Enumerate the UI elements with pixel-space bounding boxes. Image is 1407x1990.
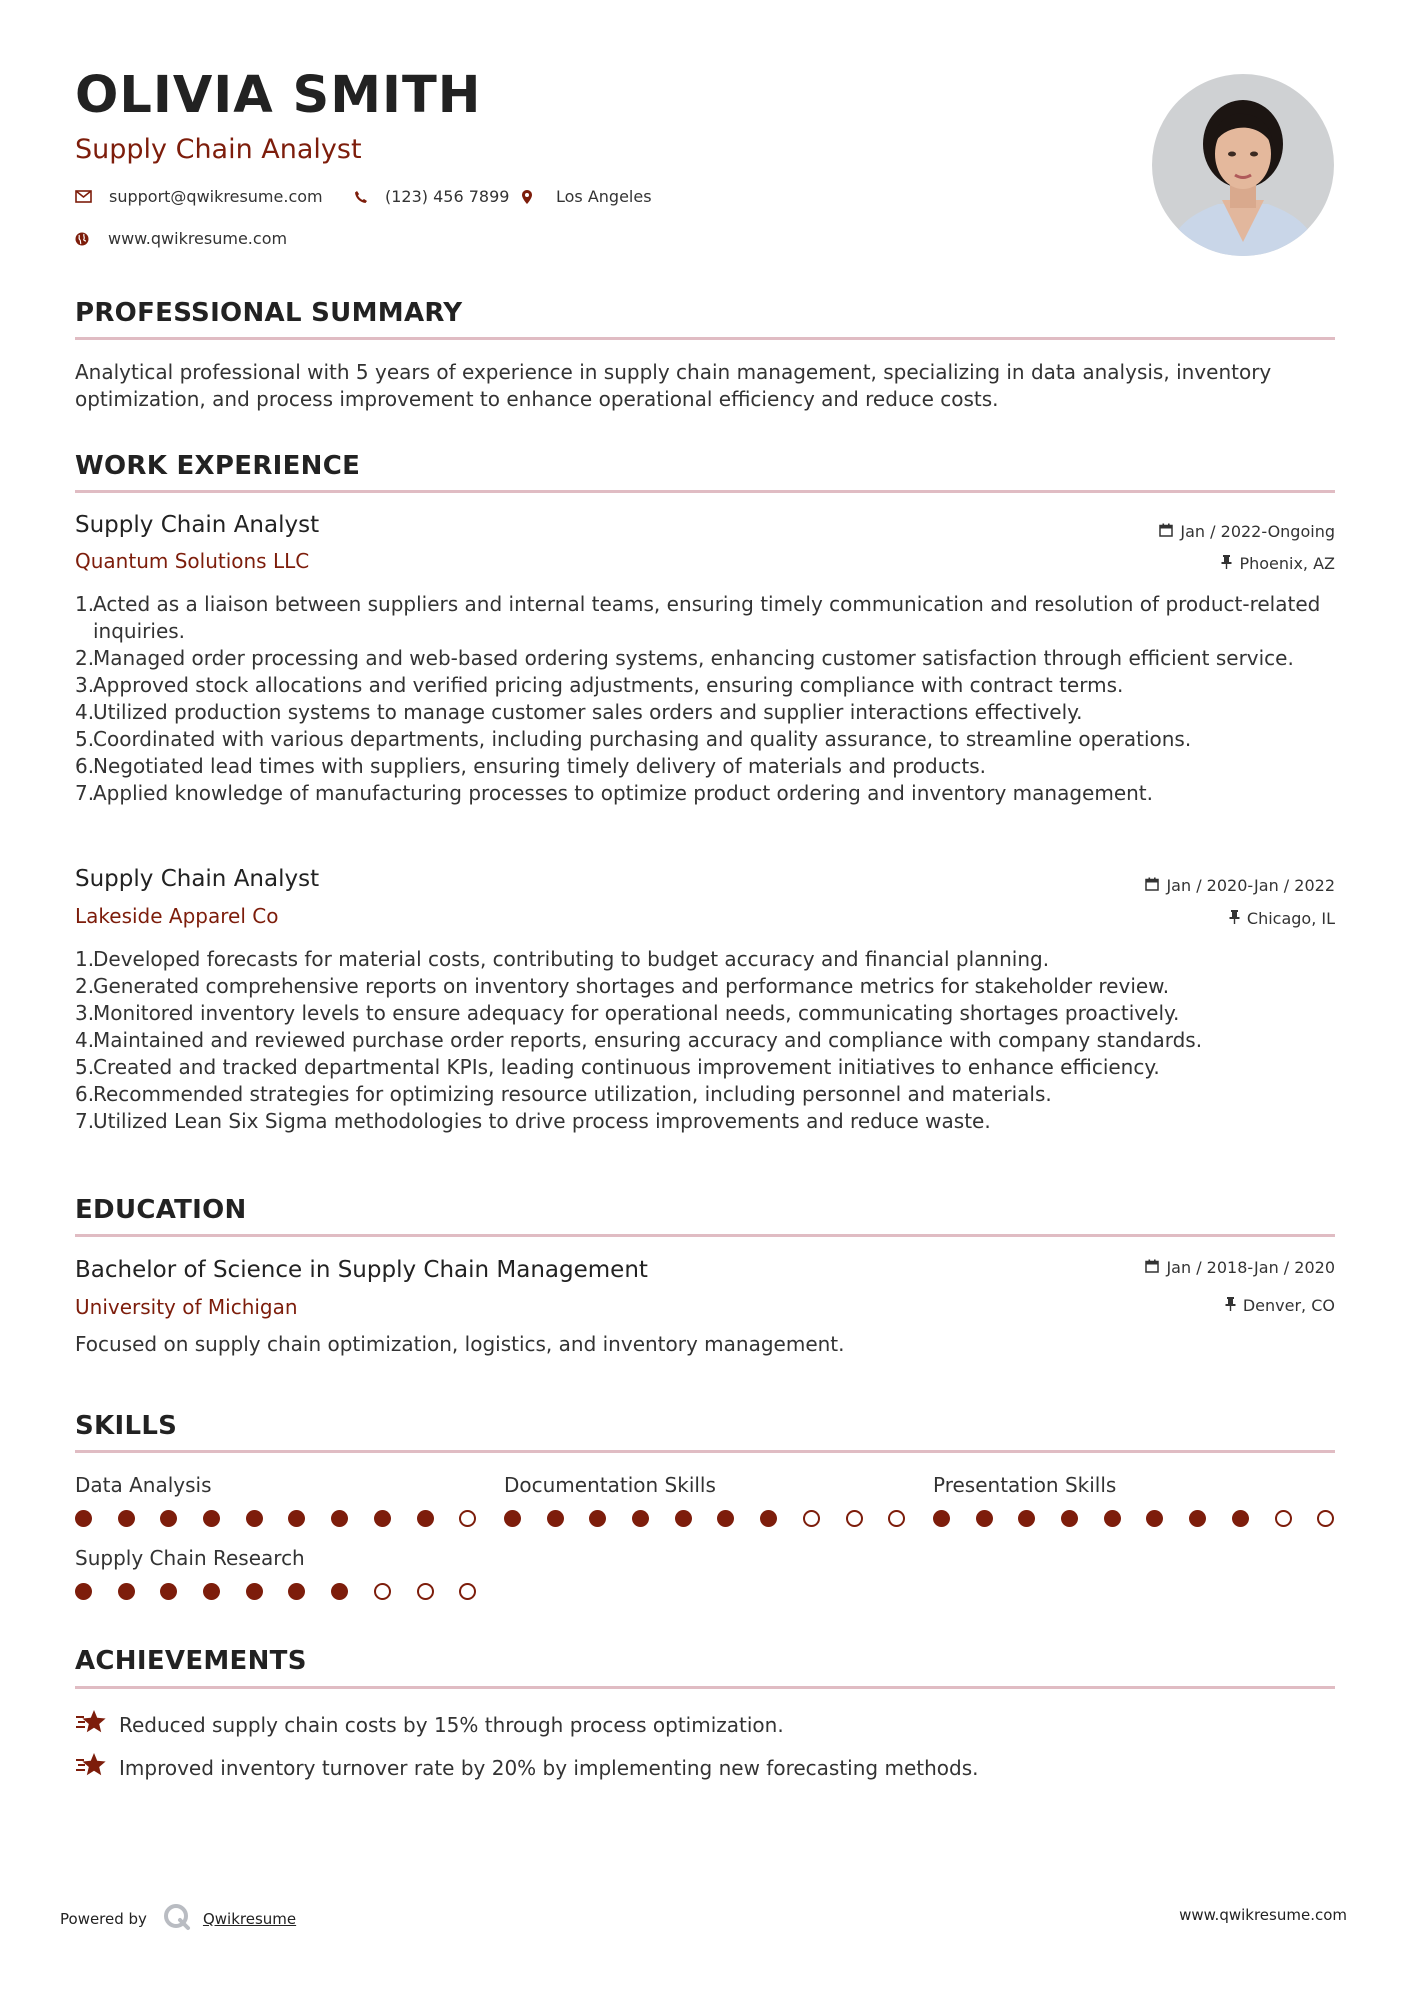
contact-location bbox=[522, 187, 652, 206]
job-1-company: Quantum Solutions LLC bbox=[75, 549, 310, 573]
job-1-title: Supply Chain Analyst bbox=[75, 512, 320, 538]
rating-dot-empty bbox=[417, 1583, 434, 1600]
achievement-item bbox=[75, 1752, 978, 1783]
list-item: 7. Utilized Lean Six Sigma methodologies to drive process improvements and reduce waste. bbox=[75, 1109, 991, 1133]
list-item: 1. Acted as a liaison between suppliers and internal teams, ensuring timely communication and resolution of product-related inquiries. bbox=[75, 592, 1321, 643]
skill-1-rating bbox=[75, 1510, 502, 1527]
rating-dot-filled bbox=[288, 1583, 305, 1600]
summary-divider bbox=[75, 337, 1335, 340]
calendar-icon bbox=[1159, 522, 1173, 541]
skill-1-label: Data Analysis bbox=[75, 1473, 212, 1497]
list-item: 2. Managed order processing and web-based ordering systems, enhancing customer satisfaction through efficient service. bbox=[75, 646, 1294, 670]
rating-dot-filled bbox=[1104, 1510, 1121, 1527]
skill-2-label: Documentation Skills bbox=[504, 1473, 716, 1497]
job-2-dates-text: Jan / 2020-Jan / 2022 bbox=[1166, 876, 1335, 895]
job-1-location-text: Phoenix, AZ bbox=[1239, 554, 1335, 573]
pin-icon bbox=[1229, 909, 1240, 928]
rating-dot-filled bbox=[203, 1510, 220, 1527]
profile-photo bbox=[1152, 74, 1334, 256]
candidate-role: Supply Chain Analyst bbox=[75, 134, 362, 165]
pin-icon bbox=[1225, 1296, 1236, 1315]
skill-2-rating bbox=[504, 1510, 931, 1527]
skill-4-label: Supply Chain Research bbox=[75, 1546, 305, 1570]
experience-divider bbox=[75, 490, 1335, 493]
list-item: 6. Negotiated lead times with suppliers, ensuring timely delivery of materials and products. bbox=[75, 754, 986, 778]
skill-4-rating bbox=[75, 1583, 502, 1600]
contact-email bbox=[75, 187, 323, 206]
list-item: 7. Applied knowledge of manufacturing processes to optimize product ordering and inventory management. bbox=[75, 781, 1154, 805]
pin-icon bbox=[1221, 554, 1232, 573]
footer-website[interactable]: www.qwikresume.com bbox=[1179, 1906, 1347, 1924]
rating-dot-empty bbox=[459, 1583, 476, 1600]
rating-dot-filled bbox=[1018, 1510, 1035, 1527]
rating-dot-filled bbox=[1189, 1510, 1206, 1527]
education-heading: EDUCATION bbox=[75, 1195, 247, 1225]
contact-website bbox=[75, 229, 287, 248]
rating-dot-filled bbox=[976, 1510, 993, 1527]
candidate-name: OLIVIA SMITH bbox=[75, 66, 482, 125]
rating-dot-filled bbox=[374, 1510, 391, 1527]
rating-dot-filled bbox=[1061, 1510, 1078, 1527]
star-icon bbox=[75, 1709, 107, 1740]
rating-dot-filled bbox=[717, 1510, 734, 1527]
rating-dot-empty bbox=[888, 1510, 905, 1527]
rating-dot-filled bbox=[118, 1583, 135, 1600]
calendar-icon bbox=[1145, 876, 1159, 895]
job-1-duties bbox=[75, 591, 1337, 807]
rating-dot-filled bbox=[75, 1510, 92, 1527]
location-text: Los Angeles bbox=[556, 187, 652, 206]
education-degree: Bachelor of Science in Supply Chain Management bbox=[75, 1257, 648, 1283]
phone-icon bbox=[354, 190, 368, 204]
job-2-dates bbox=[1145, 876, 1335, 895]
rating-dot-filled bbox=[246, 1583, 263, 1600]
rating-dot-filled bbox=[760, 1510, 777, 1527]
experience-heading: WORK EXPERIENCE bbox=[75, 451, 361, 481]
rating-dot-empty bbox=[846, 1510, 863, 1527]
list-item: 5. Created and tracked departmental KPIs, leading continuous improvement initiatives to enhance efficiency. bbox=[75, 1055, 1160, 1079]
rating-dot-filled bbox=[1146, 1510, 1163, 1527]
contact-phone bbox=[354, 187, 509, 206]
skill-3-rating bbox=[933, 1510, 1360, 1527]
rating-dot-filled bbox=[933, 1510, 950, 1527]
rating-dot-filled bbox=[203, 1583, 220, 1600]
skill-3-label: Presentation Skills bbox=[933, 1473, 1117, 1497]
rating-dot-filled bbox=[118, 1510, 135, 1527]
list-item: 2. Generated comprehensive reports on inventory shortages and performance metrics for stakeholder review. bbox=[75, 974, 1170, 998]
list-item: 4. Maintained and reviewed purchase order reports, ensuring accuracy and compliance with company standards. bbox=[75, 1028, 1203, 1052]
email-text: support@qwikresume.com bbox=[109, 187, 323, 206]
job-2-title: Supply Chain Analyst bbox=[75, 866, 320, 892]
job-2-company: Lakeside Apparel Co bbox=[75, 904, 279, 928]
achievement-text: Improved inventory turnover rate by 20% by implementing new forecasting methods. bbox=[119, 1755, 979, 1780]
rating-dot-filled bbox=[75, 1583, 92, 1600]
rating-dot-filled bbox=[160, 1583, 177, 1600]
education-location bbox=[1225, 1296, 1335, 1315]
list-item: 5. Coordinated with various departments, including purchasing and quality assurance, to streamline operations. bbox=[75, 727, 1192, 751]
rating-dot-filled bbox=[331, 1510, 348, 1527]
qwikresume-logo-icon bbox=[163, 1903, 191, 1935]
rating-dot-filled bbox=[632, 1510, 649, 1527]
achievement-item bbox=[75, 1709, 784, 1740]
qwikresume-link[interactable]: Qwikresume bbox=[202, 1910, 297, 1928]
list-item: 3. Monitored inventory levels to ensure adequacy for operational needs, communicating shortages proactively. bbox=[75, 1001, 1180, 1025]
skills-divider bbox=[75, 1450, 1335, 1453]
job-2-location bbox=[1229, 909, 1335, 928]
list-item: 6. Recommended strategies for optimizing resource utilization, including personnel and materials. bbox=[75, 1082, 1052, 1106]
education-dates bbox=[1145, 1258, 1335, 1277]
footer-powered-by bbox=[60, 1903, 296, 1935]
star-icon bbox=[75, 1752, 107, 1783]
summary-heading: PROFESSIONAL SUMMARY bbox=[75, 298, 463, 328]
globe-icon bbox=[75, 232, 89, 246]
achievements-divider bbox=[75, 1686, 1335, 1689]
phone-text: (123) 456 7899 bbox=[385, 187, 510, 206]
summary-text: Analytical professional with 5 years of experience in supply chain management, specializing in data analysis, inventory optimization, and process improvement to enhance operational efficiency and reduce costs. bbox=[75, 360, 1272, 411]
calendar-icon bbox=[1145, 1258, 1159, 1277]
rating-dot-filled bbox=[589, 1510, 606, 1527]
rating-dot-empty bbox=[1317, 1510, 1334, 1527]
achievement-text: Reduced supply chain costs by 15% through process optimization. bbox=[119, 1712, 784, 1737]
rating-dot-empty bbox=[459, 1510, 476, 1527]
rating-dot-filled bbox=[288, 1510, 305, 1527]
envelope-icon bbox=[75, 190, 92, 203]
education-divider bbox=[75, 1234, 1335, 1237]
rating-dot-empty bbox=[374, 1583, 391, 1600]
rating-dot-filled bbox=[246, 1510, 263, 1527]
rating-dot-filled bbox=[547, 1510, 564, 1527]
list-item: 3. Approved stock allocations and verified pricing adjustments, ensuring compliance with contract terms. bbox=[75, 673, 1124, 697]
rating-dot-filled bbox=[504, 1510, 521, 1527]
rating-dot-empty bbox=[1275, 1510, 1292, 1527]
skills-heading: SKILLS bbox=[75, 1411, 178, 1441]
education-school: University of Michigan bbox=[75, 1295, 298, 1319]
job-1-dates bbox=[1159, 522, 1335, 541]
job-1-dates-text: Jan / 2022-Ongoing bbox=[1180, 522, 1335, 541]
website-text: www.qwikresume.com bbox=[108, 229, 288, 248]
job-2-location-text: Chicago, IL bbox=[1246, 909, 1335, 928]
list-item: 1. Developed forecasts for material costs, contributing to budget accuracy and financial planning. bbox=[75, 947, 1050, 971]
rating-dot-empty bbox=[803, 1510, 820, 1527]
list-item: 4. Utilized production systems to manage customer sales orders and supplier interactions effectively. bbox=[75, 700, 1083, 724]
rating-dot-filled bbox=[417, 1510, 434, 1527]
education-description: Focused on supply chain optimization, logistics, and inventory management. bbox=[75, 1332, 845, 1356]
achievements-heading: ACHIEVEMENTS bbox=[75, 1646, 307, 1676]
education-location-text: Denver, CO bbox=[1242, 1296, 1335, 1315]
rating-dot-filled bbox=[1232, 1510, 1249, 1527]
rating-dot-filled bbox=[160, 1510, 177, 1527]
map-marker-icon bbox=[522, 190, 532, 204]
rating-dot-filled bbox=[331, 1583, 348, 1600]
job-2-duties bbox=[75, 946, 1337, 1135]
rating-dot-filled bbox=[675, 1510, 692, 1527]
job-1-location bbox=[1221, 554, 1335, 573]
powered-by-text: Powered by bbox=[60, 1910, 147, 1928]
education-dates-text: Jan / 2018-Jan / 2020 bbox=[1166, 1258, 1335, 1277]
